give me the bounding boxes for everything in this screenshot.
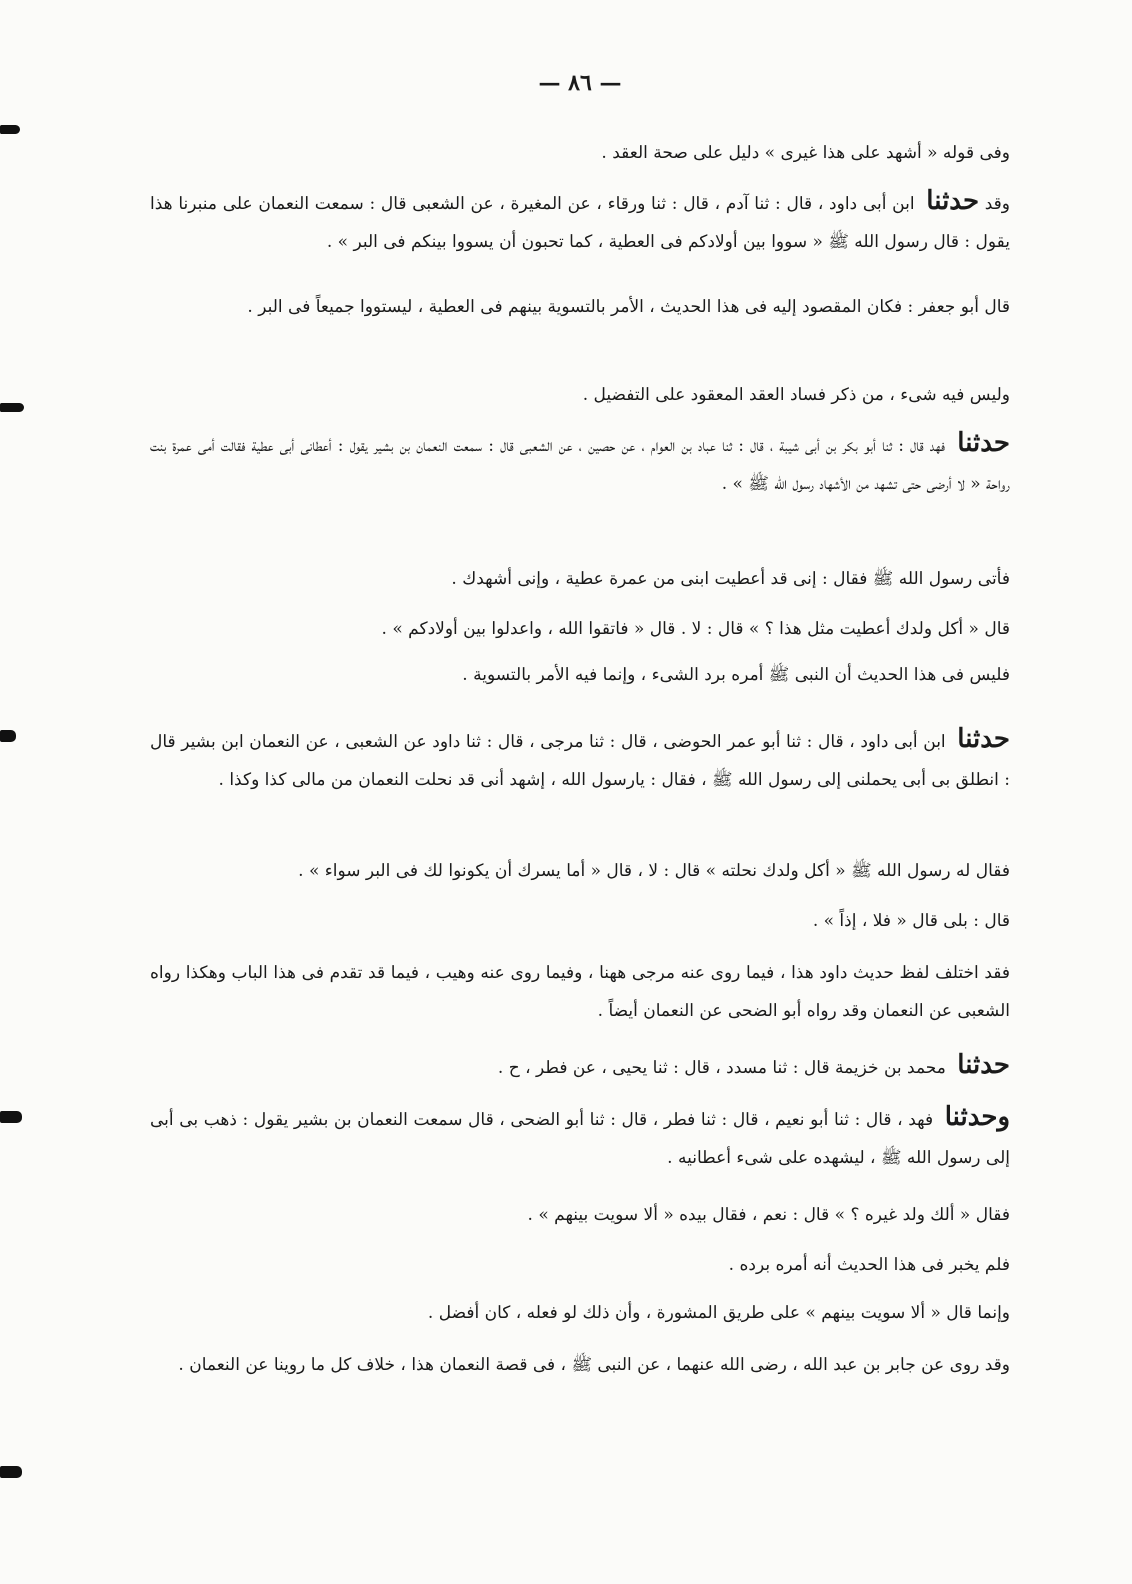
scan-edge-mark [0,125,20,134]
paragraph-6: فأتى رسول الله ﷺ فقال : إنى قد أعطيت ابنى من عمرة عطية ، وإنى أشهدك . [451,569,1010,589]
paragraph-11: قال : بلى قال « فلا ، إذاً » . [812,911,1010,931]
paragraph-7: قال « أكل ولدك أعطيت مثل هذا ؟ » قال : لا . قال « فاتقوا الله ، واعدلوا بين أولادكم » . [381,619,1010,639]
scan-edge-mark [0,403,24,412]
paragraph-3: قال أبو جعفر : فكان المقصود إليه فى هذا الحديث ، الأمر بالتسوية بينهم فى العطية ، ليستووا جميعاً فى البر . [247,297,1010,317]
paragraph-1: وفى قوله « أشهد على هذا غيرى » دليل على صحة العقد . [601,143,1010,163]
paragraph-17: وإنما قال « ألا سويت بينهم » على طريق المشورة ، وأن ذلك لو فعله ، كان أفضل . [427,1303,1010,1323]
wa-haddathana-heading: وحدثنا [944,1102,1010,1132]
document-page [150,0,1010,1584]
scan-edge-mark [0,1111,22,1123]
paragraph-4: وليس فيه شىء ، من ذكر فساد العقد المعقود على التفضيل . [582,385,1010,405]
haddathana-heading: حدثنا [957,1050,1010,1080]
paragraph-8: فليس فى هذا الحديث أن النبى ﷺ أمره برد الشىء ، وإنما فيه الأمر بالتسوية . [462,665,1010,685]
scan-edge-mark [0,1466,22,1478]
paragraph-9: حدثنا ابن أبى داود ، قال : ثنا أبو عمر الحوضى ، قال : ثنا مرجى ، قال : ثنا داود عن الشعبى ، عن النعمان ابن بشير قال : انطلق بى أبى يحملنى إلى رسول الله ﷺ ، فقال : يارسول الله ، إشهد أنى قد نحلت النعمان من مالى كذا وكذا . [150,724,1011,790]
paragraph-16: فلم يخبر فى هذا الحديث أنه أمره برده . [728,1255,1010,1275]
paragraph-18: وقد روى عن جابر بن عبد الله ، رضى الله عنهما ، عن النبى ﷺ ، فى قصة النعمان هذا ، خلاف كل ما روينا عن النعمان . [178,1355,1010,1375]
scan-edge-mark [0,730,16,742]
paragraph-5: حدثنا فهد قال : ثنا أبو بكر بن أبى شيبة ، قال : ثنا عباد بن العوام ، عن حصين ، عن الشعبى قال : سمعت النعمان بن بشير يقول : أعطانى أبى عطية فقالت أمى عمرة بنت رواحة « لا أرضى حتى تشهد من الأشهاد رسول الله ﷺ » . [150,428,1010,494]
paragraph-15: فقال « ألك ولد غيره ؟ » قال : نعم ، فقال بيده « ألا سويت بينهم » . [527,1205,1010,1225]
paragraph-13: حدثنا محمد بن خزيمة قال : ثنا مسدد ، قال : ثنا يحيى ، عن فطر ، ح . [497,1050,1010,1080]
paragraph-2: وقد حدثنا ابن أبى داود ، قال : ثنا آدم ، قال : ثنا ورقاء ، عن المغيرة ، عن الشعبى قال : سمعت النعمان على منبرنا هذا يقول : قال رسول الله ﷺ « سووا بين أولادكم فى العطية ، كما تحبون أن يسووا بينكم فى البر » . [150,186,1011,252]
paragraph-14: وحدثنا فهد ، قال : ثنا أبو نعيم ، قال : ثنا فطر ، قال : ثنا أبو الضحى ، قال سمعت النعمان بن بشير يقول : ذهب بى أبى إلى رسول الله ﷺ ، ليشهده على شىء أعطانيه . [150,1102,1010,1168]
paragraph-10: فقال له رسول الله ﷺ « أكل ولدك نحلته » قال : لا ، قال « أما يسرك أن يكونوا لك فى البر سواء » . [298,861,1010,881]
page-number: — ٨٦ — [538,70,622,96]
paragraph-12: فقد اختلف لفظ حديث داود هذا ، فيما روى عنه مرجى ههنا ، وفيما روى عنه وهيب ، فيما قد تقدم فى هذا الباب وهكذا رواه الشعبى عن النعمان وقد رواه أبو الضحى عن النعمان أيضاً . [150,963,1010,1021]
haddathana-heading: حدثنا [926,186,980,216]
haddathana-heading: حدثنا [957,724,1011,754]
haddathana-heading: حدثنا [957,428,1010,458]
